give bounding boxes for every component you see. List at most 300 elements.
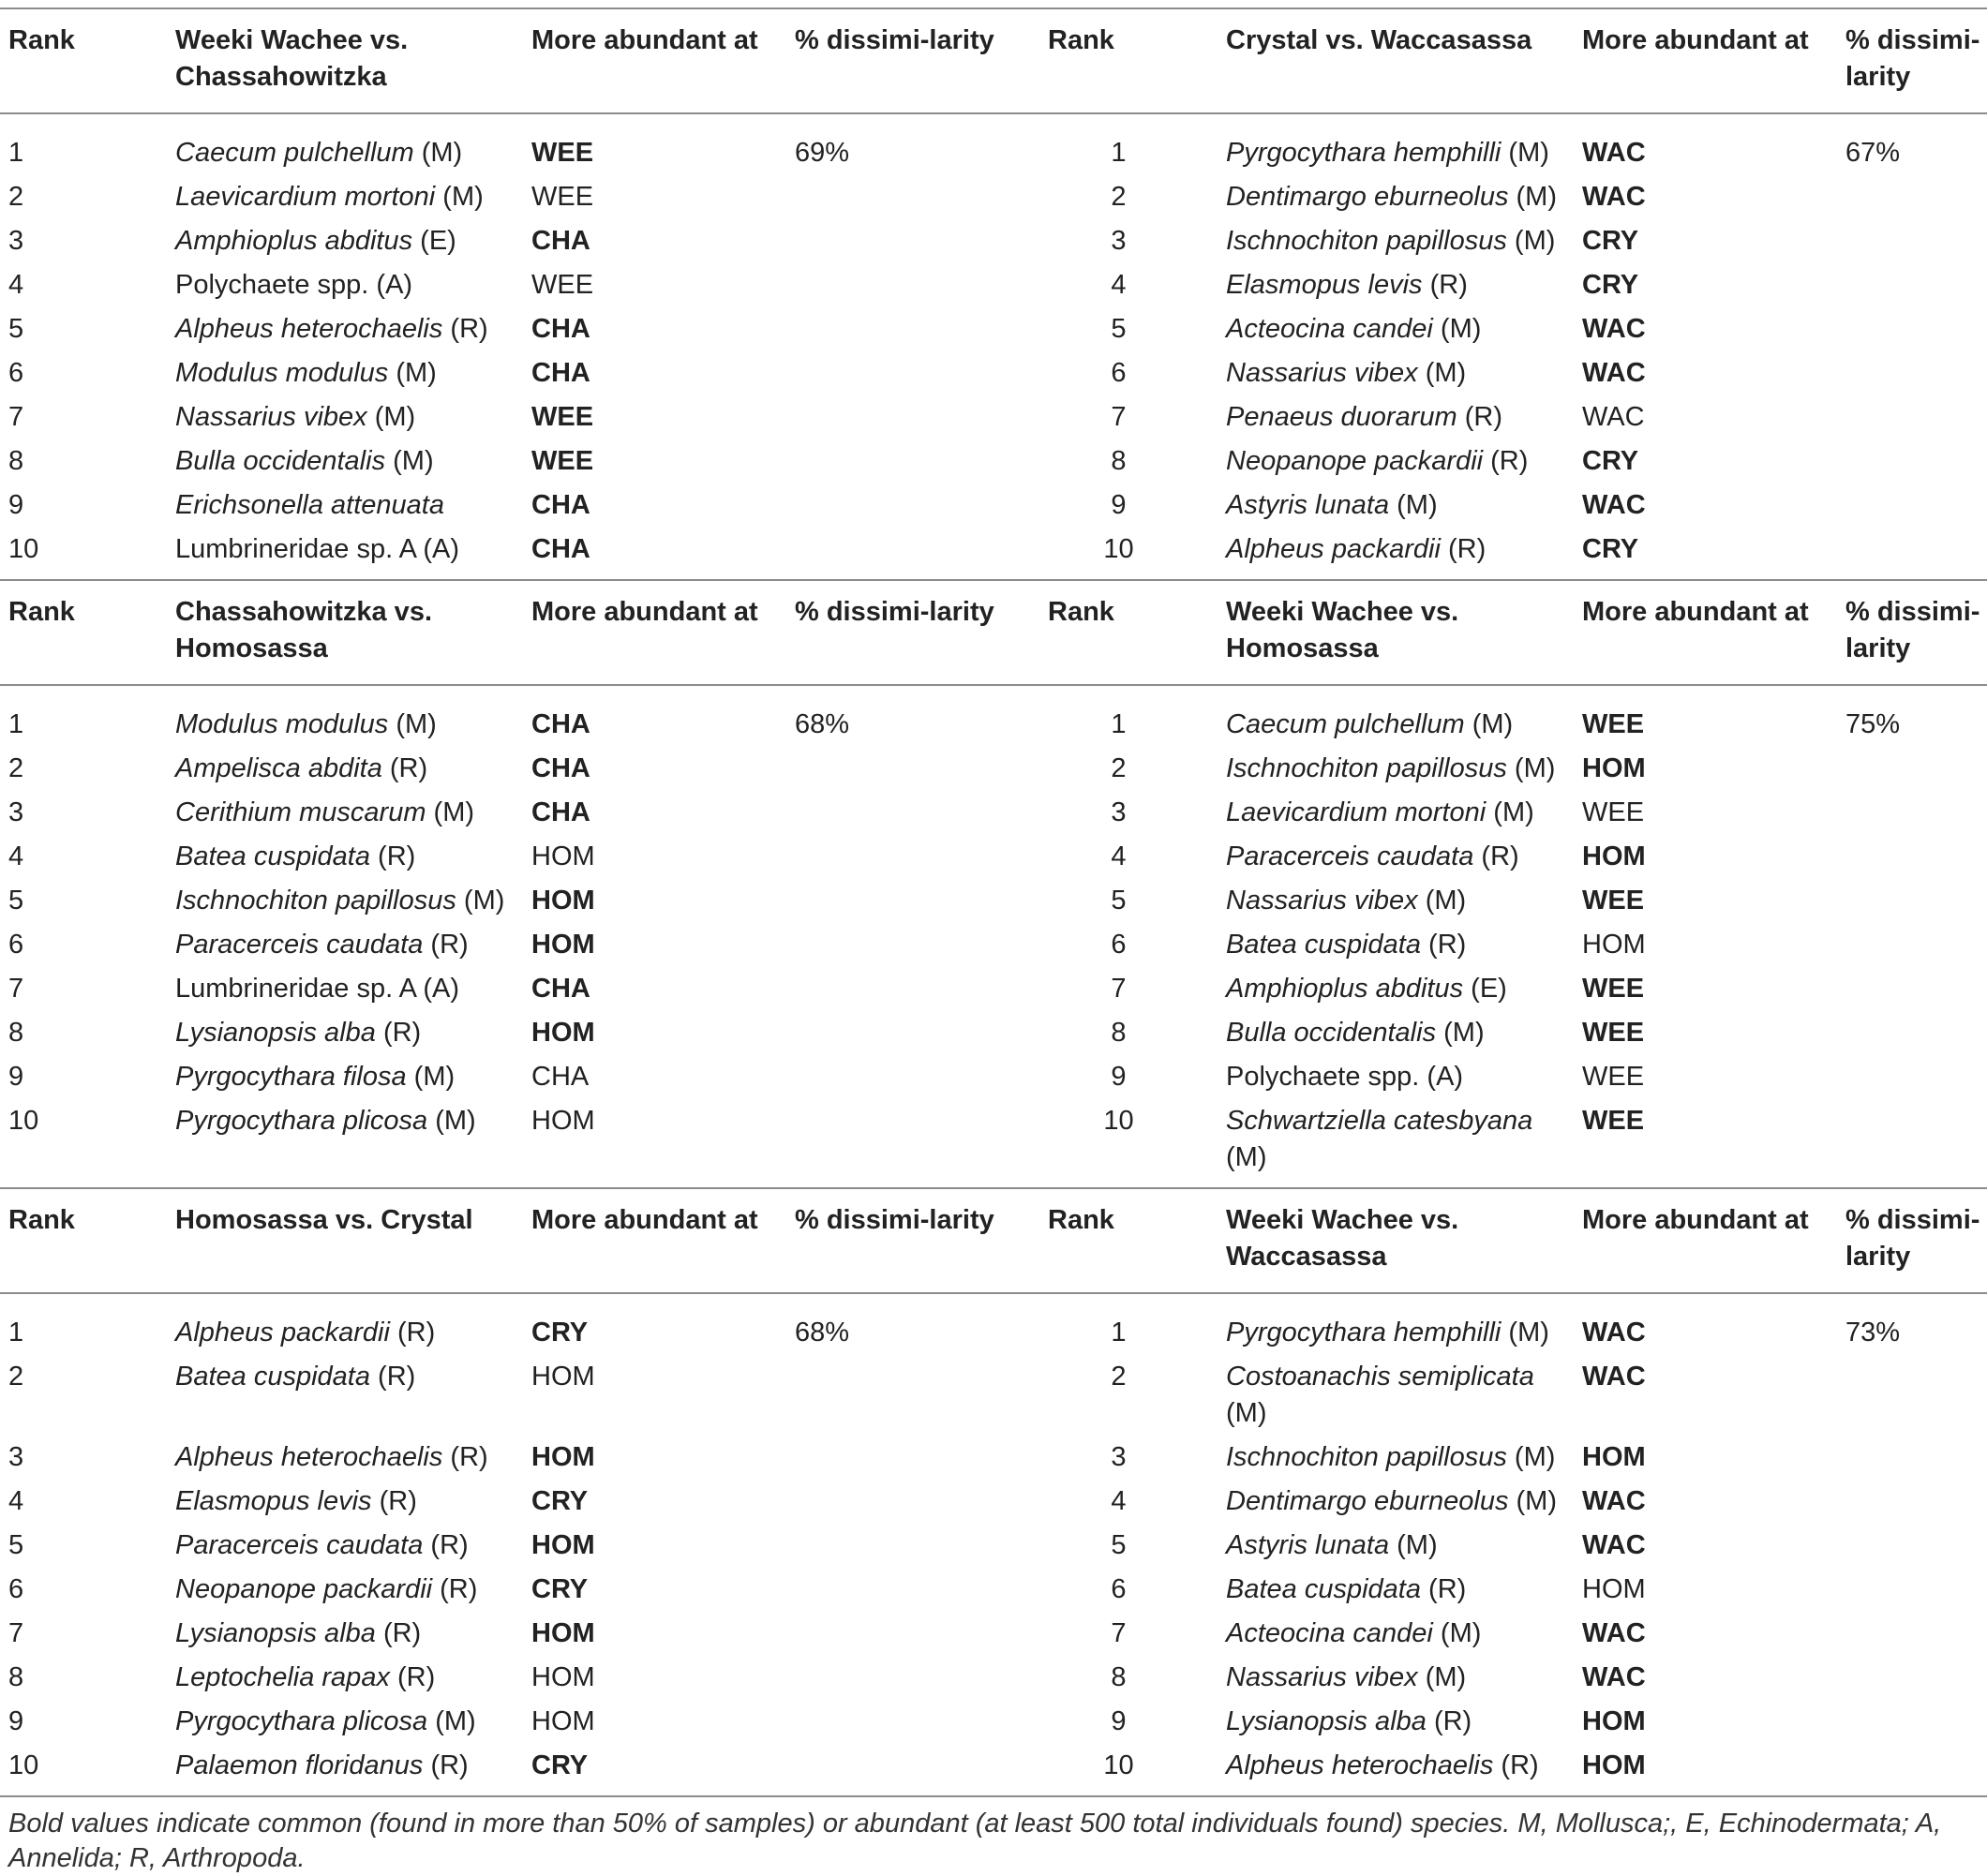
dissimilarity-cell: 75%	[1845, 709, 1901, 739]
dissimilarity-cell	[786, 1524, 1039, 1568]
phylum-code: (M)	[1389, 490, 1438, 520]
site-cell: HOM	[531, 1106, 595, 1136]
species-name: Alpheus packardii	[175, 1318, 390, 1347]
rank-cell: 2	[1111, 753, 1127, 783]
table-row	[0, 351, 1987, 395]
table-row	[0, 307, 1987, 351]
species-name: Acteocina candei	[1226, 1618, 1433, 1648]
site-cell: WAC	[1582, 1362, 1646, 1392]
more-abundant-header: More abundant at	[1582, 1205, 1809, 1235]
table-row	[0, 747, 1987, 791]
table-row	[0, 1524, 1987, 1568]
phylum-code: (M)	[388, 709, 437, 739]
phylum-code: (M)	[427, 1706, 476, 1736]
table-row	[0, 1293, 1987, 1355]
site-cell: CRY	[531, 1486, 589, 1516]
species-cell	[167, 439, 523, 484]
comparison-header: Crystal vs. Waccasassa	[1226, 25, 1532, 55]
species-name: Erichsonella attenuata	[175, 490, 444, 520]
dissimilarity-cell: 67%	[1845, 138, 1901, 168]
phylum-code: (R)	[1493, 1750, 1539, 1780]
species-cell	[167, 219, 523, 263]
dissimilarity-cell	[1837, 1568, 1987, 1612]
species-cell	[167, 1612, 523, 1656]
phylum-code: (R)	[1457, 402, 1502, 432]
site-cell: HOM	[531, 841, 595, 871]
table-row	[0, 835, 1987, 879]
dissimilarity-cell	[1837, 967, 1987, 1011]
species-cell	[1218, 747, 1574, 791]
species-name: Caecum pulchellum	[1226, 709, 1465, 739]
rank-cell: 6	[1111, 1574, 1127, 1604]
phylum-code: (M)	[435, 182, 484, 212]
site-cell: WAC	[1582, 1318, 1646, 1347]
site-cell: CRY	[1582, 446, 1639, 476]
site-cell: WEE	[1582, 1062, 1645, 1092]
species-name: Caecum pulchellum	[175, 138, 414, 168]
rank-cell: 9	[1111, 1062, 1127, 1092]
table-row	[0, 1700, 1987, 1744]
species-name: Dentimargo eburneolus	[1226, 182, 1509, 212]
site-cell: CHA	[531, 534, 590, 564]
species-cell	[1218, 1480, 1574, 1524]
site-cell: WAC	[1582, 358, 1646, 388]
rank-cell: 4	[8, 270, 24, 300]
species-cell	[167, 113, 523, 175]
phylum-code: (M)	[1226, 1142, 1267, 1172]
species-name: Alpheus heterochaelis	[175, 1442, 443, 1472]
rank-cell: 2	[8, 1362, 24, 1392]
site-cell: HOM	[1582, 930, 1646, 960]
dissimilarity-cell	[786, 263, 1039, 307]
dissimilarity-cell	[786, 528, 1039, 580]
phylum-code: (E)	[1463, 974, 1507, 1004]
species-name: Ischnochiton papillosus	[1226, 753, 1507, 783]
site-cell: WEE	[531, 270, 594, 300]
site-cell: CHA	[531, 1062, 590, 1092]
species-cell	[1218, 1524, 1574, 1568]
dissimilarity-cell	[1837, 1355, 1987, 1436]
more-abundant-header: More abundant at	[531, 25, 758, 55]
site-cell: WEE	[1582, 886, 1645, 916]
species-cell	[167, 747, 523, 791]
species-cell	[1218, 395, 1574, 439]
rank-cell: 1	[8, 1318, 24, 1347]
species-name: Laevicardium mortoni	[1226, 797, 1487, 827]
species-name: Pyrgocythara hemphilli	[1226, 1318, 1501, 1347]
dissimilarity-cell	[1837, 484, 1987, 528]
species-name: Alpheus heterochaelis	[175, 314, 443, 344]
rank-cell: 10	[1103, 534, 1134, 564]
rank-cell: 8	[1111, 446, 1127, 476]
rank-header: Rank	[8, 1205, 75, 1235]
dissimilarity-cell	[1837, 395, 1987, 439]
comparison-header: Weeki Wachee vs. Waccasassa	[1226, 1205, 1459, 1272]
species-cell	[1218, 1055, 1574, 1099]
dissimilarity-cell	[1837, 1524, 1987, 1568]
site-cell: WEE	[1582, 974, 1645, 1004]
phylum-code: (R)	[1440, 534, 1487, 564]
rank-cell: 9	[8, 1706, 24, 1736]
phylum-code: (M)	[1417, 886, 1467, 916]
table-row	[0, 1656, 1987, 1700]
species-name: Ischnochiton papillosus	[175, 886, 456, 916]
species-name: Palaemon floridanus	[175, 1750, 424, 1780]
dissimilarity-cell	[786, 1568, 1039, 1612]
species-cell	[167, 1436, 523, 1480]
phylum-code: (M)	[1506, 226, 1556, 256]
site-cell: WEE	[531, 182, 594, 212]
species-name: Elasmopus levis	[1226, 270, 1423, 300]
species-name: Amphioplus abditus	[175, 226, 413, 256]
species-name: Paracerceis caudata	[175, 1530, 424, 1560]
rank-cell: 5	[1111, 314, 1127, 344]
species-cell	[1218, 307, 1574, 351]
dissimilarity-cell	[786, 1480, 1039, 1524]
species-name: Modulus modulus	[175, 709, 389, 739]
rank-cell: 5	[8, 1530, 24, 1560]
site-cell: WAC	[1582, 1662, 1646, 1692]
species-cell	[167, 528, 523, 580]
dissimilarity-cell	[1837, 1055, 1987, 1099]
species-cell	[167, 879, 523, 923]
species-name: Ischnochiton papillosus	[1226, 226, 1507, 256]
rank-cell: 10	[1103, 1750, 1134, 1780]
rank-cell: 8	[1111, 1662, 1127, 1692]
dissimilarity-cell: 68%	[795, 1318, 850, 1347]
site-cell: CHA	[531, 490, 590, 520]
rank-cell: 7	[1111, 1618, 1127, 1648]
dissimilarity-cell	[1837, 1656, 1987, 1700]
dissimilarity-cell	[1837, 263, 1987, 307]
rank-cell: 6	[1111, 930, 1127, 960]
species-name: Pyrgocythara hemphilli	[1226, 138, 1501, 168]
species-name: Amphioplus abditus	[1226, 974, 1464, 1004]
species-cell	[1218, 1656, 1574, 1700]
species-cell	[167, 1524, 523, 1568]
species-cell	[167, 263, 523, 307]
species-name: Costoanachis semiplicata	[1226, 1362, 1534, 1392]
rank-cell: 1	[8, 138, 24, 168]
phylum-code: (E)	[412, 226, 456, 256]
rank-cell: 7	[8, 1618, 24, 1648]
species-name: Nassarius vibex	[1226, 886, 1418, 916]
species-cell	[167, 1099, 523, 1188]
site-cell: CHA	[531, 974, 590, 1004]
species-name: Lysianopsis alba	[1226, 1706, 1427, 1736]
dissimilarity-cell	[786, 1700, 1039, 1744]
dissimilarity-cell	[786, 351, 1039, 395]
dissimilarity-cell	[786, 1612, 1039, 1656]
phylum-code: (M)	[1432, 1618, 1482, 1648]
table-row	[0, 1055, 1987, 1099]
rank-header: Rank	[1048, 1205, 1114, 1235]
species-cell	[1218, 219, 1574, 263]
species-name: Paracerceis caudata	[1226, 841, 1474, 871]
phylum-code: (M)	[1417, 358, 1467, 388]
phylum-code: (R)	[369, 841, 416, 871]
rank-cell: 8	[8, 446, 24, 476]
dissimilarity-cell	[1837, 1700, 1987, 1744]
site-cell: WEE	[531, 138, 594, 168]
dissimilarity-header: % dissimi-larity	[1845, 25, 1980, 92]
dissimilarity-cell	[786, 747, 1039, 791]
site-cell: WAC	[1582, 402, 1645, 432]
rank-cell: 3	[8, 1442, 24, 1472]
phylum-code: (M)	[1501, 1318, 1549, 1347]
site-cell: CRY	[1582, 534, 1639, 564]
site-cell: HOM	[1582, 1750, 1646, 1780]
species-cell	[167, 1011, 523, 1055]
rank-cell: 9	[8, 490, 24, 520]
species-cell	[1218, 1612, 1574, 1656]
comparison-header: Weeki Wachee vs. Homosassa	[1226, 597, 1459, 663]
site-cell: CHA	[531, 797, 590, 827]
phylum-code: (R)	[442, 1442, 488, 1472]
table-row	[0, 1011, 1987, 1055]
site-cell: CRY	[531, 1574, 589, 1604]
dissimilarity-cell	[786, 835, 1039, 879]
phylum-code: (M)	[406, 1062, 456, 1092]
species-cell	[1218, 1568, 1574, 1612]
dissimilarity-cell	[1837, 307, 1987, 351]
site-cell: HOM	[531, 1662, 595, 1692]
rank-cell: 1	[1111, 709, 1127, 739]
species-name: Neopanope packardii	[1226, 446, 1484, 476]
dissimilarity-cell	[1837, 835, 1987, 879]
table-row	[0, 1568, 1987, 1612]
site-cell: CHA	[531, 358, 590, 388]
dissimilarity-cell	[786, 791, 1039, 835]
species-cell	[167, 175, 523, 219]
phylum-code: (M)	[1486, 797, 1534, 827]
phylum-code: (R)	[442, 314, 488, 344]
table-row	[0, 175, 1987, 219]
site-cell: HOM	[1582, 753, 1646, 783]
dissimilarity-cell	[1837, 219, 1987, 263]
rank-cell: 1	[1111, 1318, 1127, 1347]
rank-cell: 7	[1111, 402, 1127, 432]
dissimilarity-cell	[1837, 1436, 1987, 1480]
phylum-code: (R)	[1422, 270, 1468, 300]
dissimilarity-cell	[786, 175, 1039, 219]
phylum-code: (M)	[1432, 314, 1482, 344]
table-header-row	[0, 1188, 1987, 1293]
rank-header: Rank	[8, 597, 75, 627]
table-row	[0, 263, 1987, 307]
site-cell: CHA	[531, 709, 590, 739]
species-name: Lysianopsis alba	[175, 1018, 376, 1048]
dissimilarity-cell	[786, 1055, 1039, 1099]
species-cell	[1218, 879, 1574, 923]
phylum-code: (R)	[369, 1362, 416, 1392]
rank-cell: 3	[1111, 226, 1127, 256]
table-row	[0, 219, 1987, 263]
site-cell: HOM	[531, 1530, 595, 1560]
rank-cell: 3	[8, 797, 24, 827]
rank-cell: 8	[1111, 1018, 1127, 1048]
species-cell	[167, 307, 523, 351]
dissimilarity-cell	[786, 923, 1039, 967]
species-cell	[167, 1656, 523, 1700]
phylum-code: (R)	[1426, 1706, 1472, 1736]
species-cell	[1218, 439, 1574, 484]
phylum-code: (M)	[1464, 709, 1514, 739]
table-row	[0, 923, 1987, 967]
dissimilarity-header: % dissimi-larity	[795, 1205, 994, 1235]
rank-cell: 5	[8, 886, 24, 916]
site-cell: HOM	[531, 1362, 595, 1392]
site-cell: WEE	[1582, 797, 1645, 827]
dissimilarity-cell	[786, 967, 1039, 1011]
species-name: Ischnochiton papillosus	[1226, 1442, 1507, 1472]
phylum-code: (A)	[1419, 1062, 1464, 1092]
species-cell	[167, 395, 523, 439]
species-name: Astyris lunata	[1226, 1530, 1390, 1560]
phylum-code: (A)	[368, 270, 413, 300]
rank-cell: 5	[1111, 886, 1127, 916]
table-row	[0, 685, 1987, 747]
rank-cell: 4	[8, 841, 24, 871]
site-cell: CRY	[531, 1318, 589, 1347]
phylum-code: (R)	[1420, 930, 1467, 960]
species-name: Alpheus heterochaelis	[1226, 1750, 1494, 1780]
table-body	[0, 8, 1987, 1795]
dissimilarity-cell	[786, 1099, 1039, 1188]
species-cell	[167, 1568, 523, 1612]
rank-cell: 4	[1111, 270, 1127, 300]
species-name: Bulla occidentalis	[175, 446, 386, 476]
site-cell: HOM	[531, 1618, 595, 1648]
dissimilarity-cell	[1837, 1612, 1987, 1656]
phylum-code: (R)	[423, 1750, 469, 1780]
dissimilarity-cell	[1837, 1744, 1987, 1795]
dissimilarity-cell: 68%	[795, 709, 850, 739]
species-cell	[167, 1744, 523, 1795]
species-cell	[1218, 1011, 1574, 1055]
rank-cell: 10	[8, 1750, 39, 1780]
phylum-code: (M)	[1506, 1442, 1556, 1472]
site-cell: WAC	[1582, 182, 1646, 212]
species-name: Nassarius vibex	[175, 402, 367, 432]
site-cell: HOM	[531, 1018, 595, 1048]
table-row	[0, 1436, 1987, 1480]
site-cell: WAC	[1582, 1486, 1646, 1516]
phylum-code: (M)	[1389, 1530, 1438, 1560]
species-cell	[1218, 175, 1574, 219]
table-row	[0, 1480, 1987, 1524]
dissimilarity-cell	[1837, 528, 1987, 580]
species-name: Ampelisca abdita	[175, 753, 382, 783]
phylum-code: (M)	[426, 797, 475, 827]
species-cell	[167, 685, 523, 747]
table-row	[0, 879, 1987, 923]
species-name: Paracerceis caudata	[175, 930, 424, 960]
more-abundant-header: More abundant at	[1582, 597, 1809, 627]
more-abundant-header: More abundant at	[1582, 25, 1809, 55]
site-cell: WEE	[1582, 1106, 1645, 1136]
species-cell	[167, 967, 523, 1011]
site-cell: CHA	[531, 753, 590, 783]
phylum-code: (M)	[456, 886, 505, 916]
phylum-code: (M)	[385, 446, 434, 476]
species-name: Batea cuspidata	[1226, 930, 1421, 960]
rank-cell: 3	[8, 226, 24, 256]
rank-cell: 4	[1111, 841, 1127, 871]
table-row	[0, 113, 1987, 175]
dissimilarity-cell	[1837, 1099, 1987, 1188]
species-name: Penaeus duorarum	[1226, 402, 1457, 432]
more-abundant-header: More abundant at	[531, 597, 758, 627]
dissimilarity-cell	[786, 1744, 1039, 1795]
site-cell: CHA	[531, 314, 590, 344]
species-name: Dentimargo eburneolus	[1226, 1486, 1509, 1516]
species-cell	[1218, 967, 1574, 1011]
species-name: Elasmopus levis	[175, 1486, 372, 1516]
species-cell	[167, 351, 523, 395]
dissimilarity-cell	[786, 307, 1039, 351]
phylum-code: (M)	[388, 358, 437, 388]
rank-cell: 9	[1111, 1706, 1127, 1736]
species-cell	[167, 1480, 523, 1524]
dissimilarity-cell	[786, 219, 1039, 263]
species-name: Alpheus packardii	[1226, 534, 1441, 564]
species-name: Nassarius vibex	[1226, 1662, 1418, 1692]
rank-cell: 7	[1111, 974, 1127, 1004]
table-header-row	[0, 8, 1987, 113]
rank-cell: 10	[1103, 1106, 1134, 1136]
phylum-code: (M)	[1501, 138, 1549, 168]
species-name: Lysianopsis alba	[175, 1618, 376, 1648]
site-cell: WAC	[1582, 1530, 1646, 1560]
rank-cell: 4	[1111, 1486, 1127, 1516]
rank-cell: 6	[8, 930, 24, 960]
species-cell	[1218, 113, 1574, 175]
phylum-code: (M)	[427, 1106, 476, 1136]
site-cell: WAC	[1582, 138, 1646, 168]
rank-cell: 6	[8, 358, 24, 388]
site-cell: WEE	[531, 446, 594, 476]
site-cell: WEE	[1582, 1018, 1645, 1048]
site-cell: CRY	[1582, 226, 1639, 256]
species-name: Bulla occidentalis	[1226, 1018, 1437, 1048]
rank-cell: 9	[1111, 490, 1127, 520]
table-row	[0, 791, 1987, 835]
rank-cell: 10	[8, 1106, 39, 1136]
species-name: Polychaete spp.	[175, 270, 369, 300]
species-cell	[1218, 1744, 1574, 1795]
site-cell: HOM	[531, 1442, 595, 1472]
site-cell: HOM	[531, 930, 595, 960]
phylum-code: (M)	[1226, 1398, 1267, 1428]
species-cell	[1218, 923, 1574, 967]
phylum-code: (M)	[1417, 1662, 1467, 1692]
table-row	[0, 1744, 1987, 1795]
species-name: Batea cuspidata	[175, 841, 370, 871]
species-cell	[1218, 263, 1574, 307]
species-cell	[1218, 1099, 1574, 1188]
species-name: Lumbrineridae sp. A	[175, 974, 416, 1004]
species-name: Leptochelia rapax	[175, 1662, 390, 1692]
dissimilarity-cell	[1837, 1011, 1987, 1055]
phylum-code: (R)	[432, 1574, 478, 1604]
phylum-code: (M)	[366, 402, 416, 432]
dissimilarity-cell	[786, 439, 1039, 484]
dissimilarity-header: % dissimi-larity	[795, 25, 994, 55]
phylum-code: (A)	[415, 534, 460, 564]
species-cell	[1218, 351, 1574, 395]
site-cell: HOM	[1582, 1706, 1646, 1736]
